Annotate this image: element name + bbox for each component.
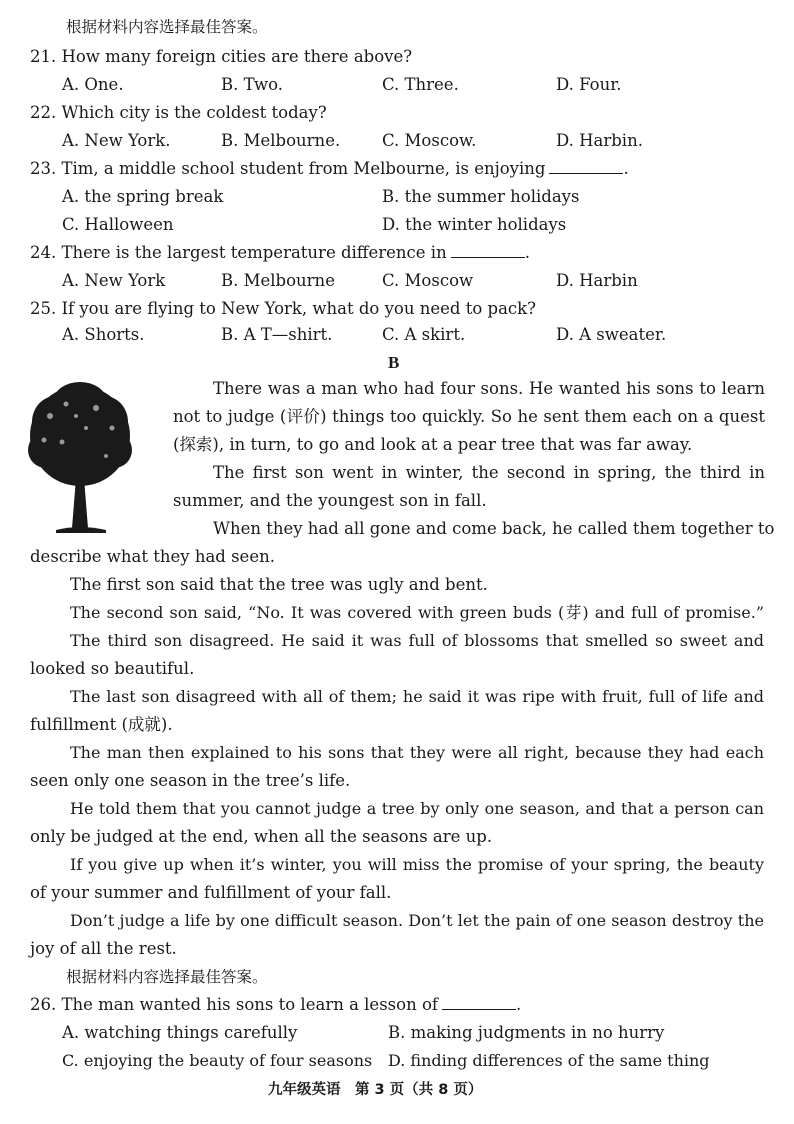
q21-option-b[interactable]: B. Two.	[221, 75, 284, 94]
q23-option-a[interactable]: A. the spring break	[62, 187, 224, 206]
passage-line-5: summer, and the youngest son in fall.	[173, 491, 487, 510]
passage-line-4: The first son went in winter, the second in spring, the third in	[213, 463, 765, 482]
q26-option-a[interactable]: A. watching things carefully	[62, 1023, 298, 1042]
q25-option-a[interactable]: A. Shorts.	[62, 325, 145, 344]
instruction-b: 根据材料内容选择最佳答案。	[66, 968, 268, 986]
q22-option-d[interactable]: D. Harbin.	[556, 131, 643, 150]
q26-option-d[interactable]: D. finding differences of the same thing	[388, 1051, 710, 1070]
passage-line-7: describe what they had seen.	[30, 547, 275, 566]
q24-answer-blank	[451, 243, 525, 258]
question-23-stem: 23. Tim, a middle school student from Melbourne, is enjoying .	[30, 159, 629, 178]
q23-option-c[interactable]: C. Halloween	[62, 215, 174, 234]
q25-option-b[interactable]: B. A T—shirt.	[221, 325, 333, 344]
q22-option-c[interactable]: C. Moscow.	[382, 131, 477, 150]
q23-option-b[interactable]: B. the summer holidays	[382, 187, 580, 206]
q24-option-c[interactable]: C. Moscow	[382, 271, 474, 290]
section-b-heading: B	[388, 353, 400, 372]
q21-option-a[interactable]: A. One.	[62, 75, 124, 94]
page-footer: 九年级英语 第 3 页（共 8 页）	[268, 1082, 483, 1098]
passage-line-3: (探索), in turn, to go and look at a pear tree that was far away.	[173, 435, 693, 454]
q26-option-b[interactable]: B. making judgments in no hurry	[388, 1023, 665, 1042]
q22-option-b[interactable]: B. Melbourne.	[221, 131, 341, 150]
q25-option-c[interactable]: C. A skirt.	[382, 325, 466, 344]
q21-option-d[interactable]: D. Four.	[556, 75, 622, 94]
passage-line-12: The last son disagreed with all of them; he said it was ripe with fruit, full of life and	[70, 687, 764, 706]
passage-line-19: of your summer and fulfillment of your fall.	[30, 883, 392, 902]
passage-line-13: fulfillment (成就).	[30, 715, 173, 734]
passage-line-17: only be judged at the end, when all the seasons are up.	[30, 827, 493, 846]
passage-line-16: He told them that you cannot judge a tree by only one season, and that a person can	[70, 799, 764, 818]
question-21-stem: 21. How many foreign cities are there above?	[30, 47, 413, 66]
passage-line-1: There was a man who had four sons. He wanted his sons to learn	[213, 379, 765, 398]
passage-line-10: The third son disagreed. He said it was full of blossoms that smelled so sweet and	[70, 631, 764, 650]
q23-stem-text: 23. Tim, a middle school student from Melbourne, is enjoying	[30, 159, 546, 178]
q25-option-d[interactable]: D. A sweater.	[556, 325, 667, 344]
passage-line-20: Don’t judge a life by one difficult season. Don’t let the pain of one season destroy the	[70, 911, 764, 930]
passage-line-15: seen only one season in the tree’s life.	[30, 771, 351, 790]
passage-line-14: The man then explained to his sons that they were all right, because they had each	[70, 743, 764, 762]
q26-answer-blank	[442, 995, 516, 1010]
passage-line-2: not to judge (评价) things too quickly. So he sent them each on a quest	[173, 407, 765, 426]
passage-line-11: looked so beautiful.	[30, 659, 195, 678]
tree-illustration	[26, 378, 134, 534]
q26-stem-text: 26. The man wanted his sons to learn a lesson of	[30, 995, 438, 1014]
q23-option-d[interactable]: D. the winter holidays	[382, 215, 567, 234]
passage-line-21: joy of all the rest.	[30, 939, 177, 958]
q26-option-c[interactable]: C. enjoying the beauty of four seasons	[62, 1051, 373, 1070]
passage-line-9: The second son said, “No. It was covered with green buds (芽) and full of promise.”	[70, 603, 764, 622]
q22-option-a[interactable]: A. New York.	[62, 131, 171, 150]
question-26-stem: 26. The man wanted his sons to learn a lesson of .	[30, 995, 522, 1014]
passage-line-18: If you give up when it’s winter, you will miss the promise of your spring, the beauty	[70, 855, 764, 874]
question-25-stem: 25. If you are flying to New York, what do you need to pack?	[30, 299, 536, 318]
passage-line-6: When they had all gone and come back, he called them together to	[213, 519, 775, 538]
q21-option-c[interactable]: C. Three.	[382, 75, 459, 94]
instruction-a: 根据材料内容选择最佳答案。	[66, 18, 268, 36]
question-22-stem: 22. Which city is the coldest today?	[30, 103, 327, 122]
q24-option-b[interactable]: B. Melbourne	[221, 271, 335, 290]
question-24-stem: 24. There is the largest temperature difference in .	[30, 243, 530, 262]
q24-option-a[interactable]: A. New York	[62, 271, 166, 290]
q23-answer-blank	[549, 159, 623, 174]
q24-stem-text: 24. There is the largest temperature difference in	[30, 243, 447, 262]
passage-line-8: The first son said that the tree was ugly and bent.	[70, 575, 488, 594]
q24-option-d[interactable]: D. Harbin	[556, 271, 638, 290]
